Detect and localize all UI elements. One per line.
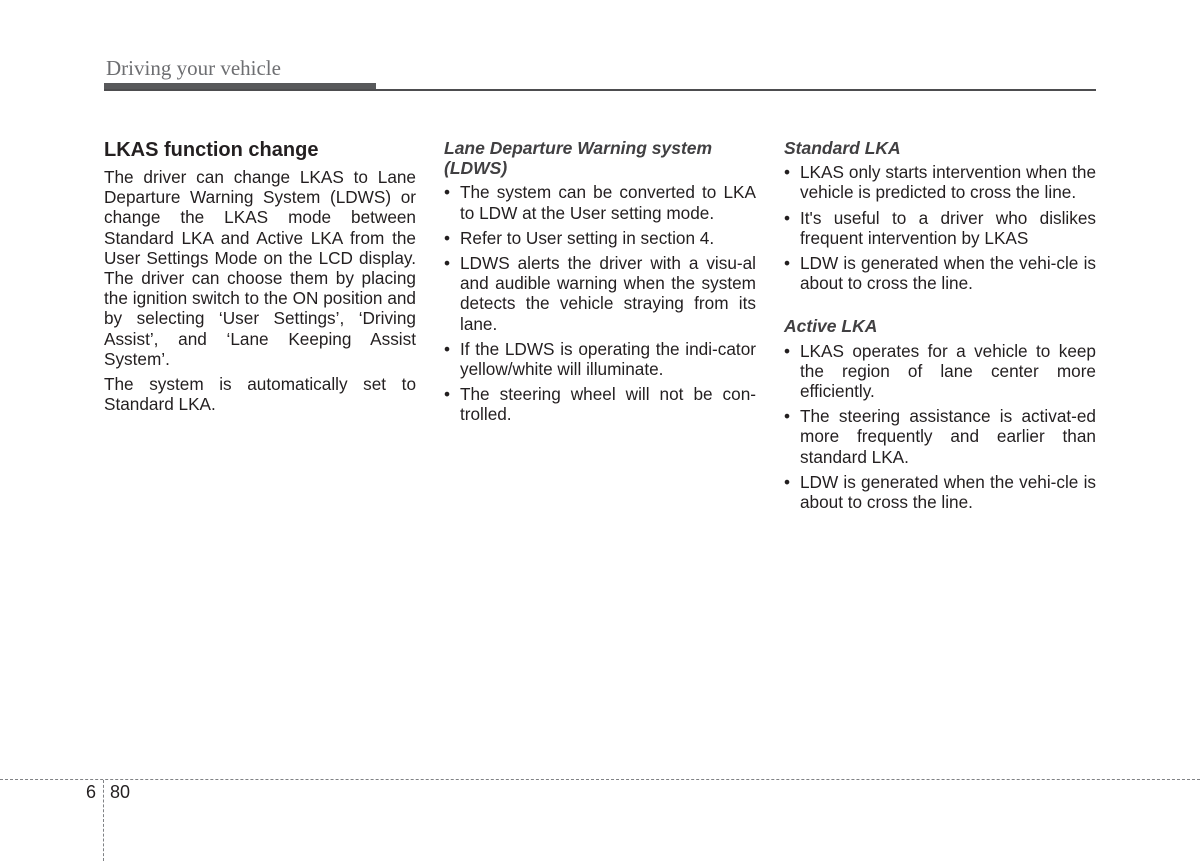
bullet-icon: •: [784, 207, 791, 228]
bullet-icon: •: [784, 471, 791, 492]
body-paragraph: The system is automatically set to Standard LKA.: [104, 374, 416, 415]
list-item: • The steering wheel will not be con-trolled.: [444, 384, 756, 425]
bullet-icon: •: [444, 227, 451, 248]
list-item: • LDW is generated when the vehi-cle is about to cross the line.: [784, 471, 1096, 513]
bullet-list: [784, 341, 1096, 513]
bullet-list: [784, 162, 1096, 293]
subsection-heading-active-lka: Active LKA: [784, 316, 878, 337]
list-item: • The system can be converted to LKA to LDW at the User setting mode.: [444, 182, 756, 223]
list-item: • If the LDWS is operating the indi-cator yellow/white will illuminate.: [444, 338, 756, 380]
list-item: • Refer to User setting in section 4.: [444, 227, 715, 248]
running-header-title: Driving your vehicle: [106, 56, 281, 80]
footer-divider: [103, 780, 104, 861]
column-lkas-function-change: [104, 138, 416, 419]
bullet-icon: •: [444, 253, 451, 274]
chapter-number: 6: [86, 782, 97, 802]
bullet-icon: •: [784, 253, 791, 274]
bullet-list: [444, 182, 756, 424]
bullet-icon: •: [444, 182, 451, 203]
header-rule: [104, 89, 1096, 91]
bullet-icon: •: [784, 162, 791, 183]
column-lka-modes: [784, 138, 1096, 517]
list-item: • It's useful to a driver who dislikes frequent intervention by LKAS: [784, 207, 1096, 248]
page-number: 80: [110, 782, 131, 802]
bullet-icon: •: [784, 340, 791, 361]
list-item: • LDWS alerts the driver with a visu-al and audible warning when the system detects the vehicle straying from its lane.: [444, 253, 756, 334]
list-item: • LKAS operates for a vehicle to keep the region of lane center more efficiently.: [784, 340, 1096, 402]
spacer: [784, 298, 1096, 316]
subsection-heading: Lane Departure Warning system (LDWS): [444, 138, 713, 179]
body-paragraph: The driver can change LKAS to Lane Departure Warning System (LDWS) or change the LKAS mode between Standard LKA and Active LKA from the User Settings Mode on the LCD display. The driver can choose them by placing the ignition switch to the ON position and by selecting ‘User Settings’, ‘Driving Assist’, and ‘Lane Keeping Assist System’.: [104, 167, 416, 369]
list-item: • LKAS only starts intervention when the vehicle is predicted to cross the line.: [784, 162, 1096, 203]
section-heading: LKAS function change: [104, 139, 319, 161]
subsection-heading-standard-lka: Standard LKA: [784, 138, 901, 158]
column-ldws: [444, 138, 756, 430]
footer-rule: [0, 779, 1200, 780]
list-item: • LDW is generated when the vehi-cle is about to cross the line.: [784, 253, 1096, 294]
bullet-icon: •: [444, 384, 451, 405]
bullet-icon: •: [784, 406, 791, 427]
bullet-icon: •: [444, 338, 451, 359]
list-item: • The steering assistance is activat-ed more frequently and earlier than standard LKA.: [784, 406, 1096, 467]
